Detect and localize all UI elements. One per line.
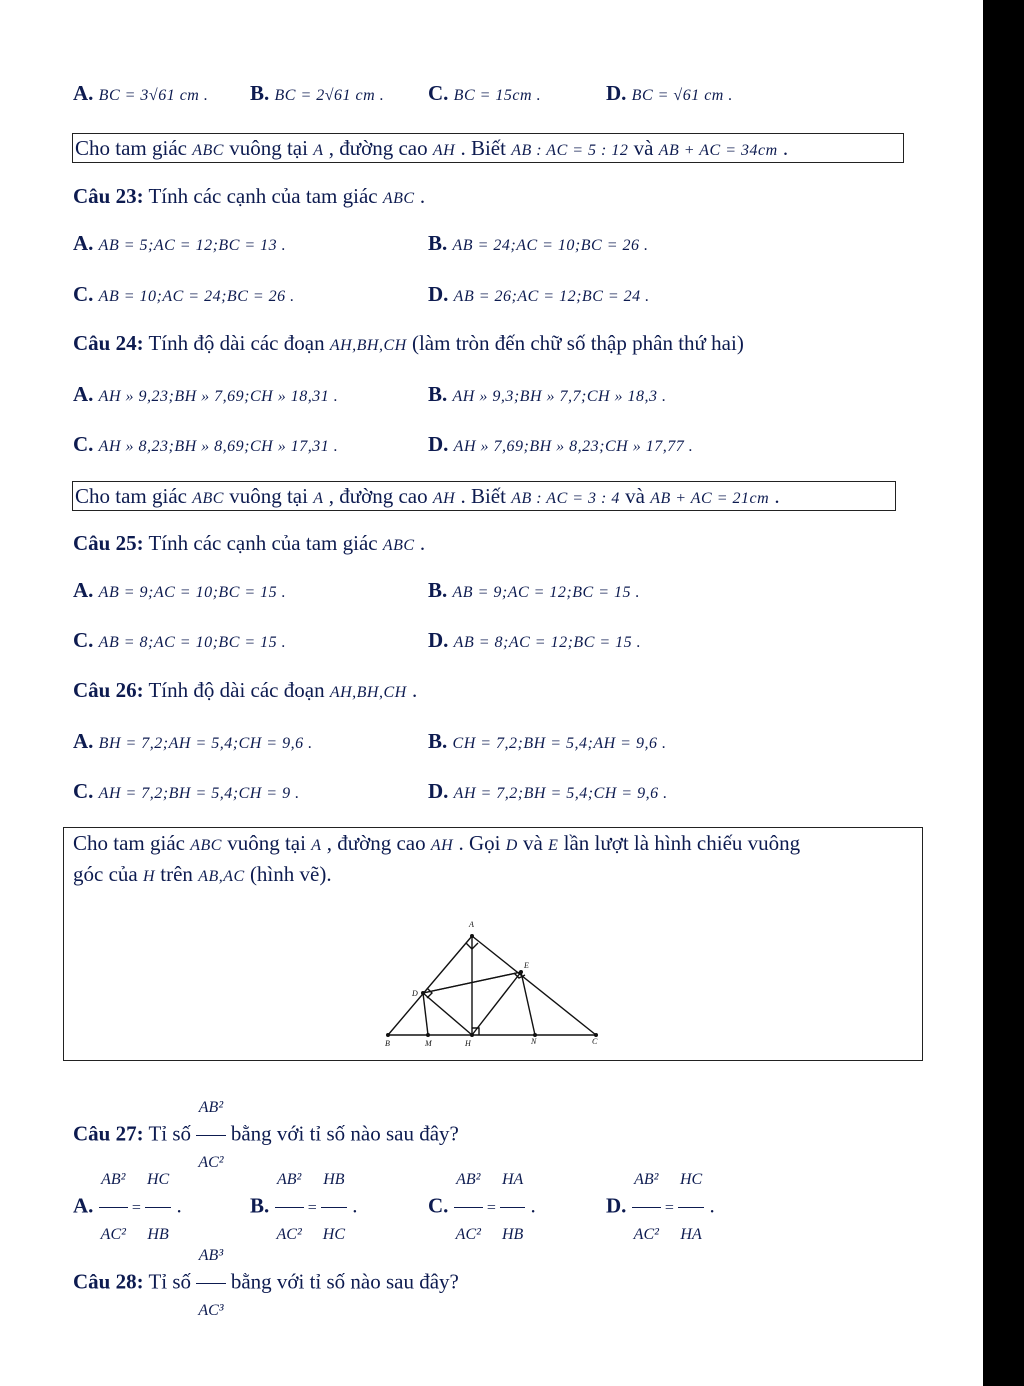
q27-d-num: HC — [678, 1155, 704, 1208]
q23-b-text: AB = 24;AC = 10;BC = 26 . — [452, 237, 649, 254]
q27-d-lhs-den: AC² — [633, 1226, 659, 1243]
q22-option-b-label: B. — [250, 81, 270, 105]
q24-d-label: D. — [428, 432, 449, 456]
box2-m1: ABC — [192, 490, 224, 507]
q27-a-lhs-den: AC² — [100, 1226, 126, 1243]
box3-t6: lần lượt là hình chiếu vuông — [558, 831, 801, 855]
q27-fraction — [196, 1083, 225, 1188]
box3-t3: , đường cao — [321, 831, 431, 855]
q27-option-a: A. $\frac{\text{AB²}}{\text{AC²}}$ = $\frac{HC}{HB}$ . — [73, 1155, 182, 1260]
q27-a-label: A. — [73, 1193, 94, 1218]
q23-c-text: AB = 10;AC = 24;BC = 26 . — [98, 288, 295, 305]
q24-b-label: B. — [428, 382, 448, 406]
q26-c-label: C. — [73, 779, 94, 803]
box2-t5: và — [619, 484, 651, 508]
q25-option-a — [73, 577, 286, 606]
q23-d-text: AB = 26;AC = 12;BC = 24 . — [453, 288, 650, 305]
q24-c-label: C. — [73, 432, 94, 456]
label-c: C — [592, 1037, 598, 1046]
q26-b-label: B. — [428, 729, 448, 753]
q27-option-b: B. $\frac{\text{AB²}}{\text{AC²}}$ = $\frac{HB}{HC}$ . — [250, 1155, 358, 1260]
q23-end: . — [414, 184, 426, 208]
q22-option-c — [428, 80, 541, 109]
q23-b-label: B. — [428, 231, 448, 255]
question-23 — [73, 183, 425, 212]
q22-option-b-text: BC = 2√61 cm . — [274, 87, 385, 104]
q27-c-lhs-num: AB² — [454, 1155, 483, 1208]
box1-m3: AH — [432, 142, 456, 159]
q27-frac-num: AB² — [196, 1083, 225, 1136]
q25-c-text: AB = 8;AC = 10;BC = 15 . — [98, 634, 287, 651]
q27-b-label: B. — [250, 1193, 270, 1218]
q24-a-text: AH » 9,23;BH » 7,69;CH » 18,31 . — [98, 388, 339, 405]
box3-t5: và — [517, 831, 549, 855]
q26-label: Câu 26: — [73, 678, 144, 702]
q26-d-label: D. — [428, 779, 449, 803]
q27-label: Câu 27: — [73, 1121, 144, 1146]
q27-d-label: D. — [606, 1193, 627, 1218]
context-box-1-text — [75, 135, 788, 164]
q23-math: ABC — [382, 190, 415, 207]
q25-label: Câu 25: — [73, 531, 144, 555]
box1-t6: . — [777, 136, 789, 160]
q25-text: Tính các cạnh của tam giác — [143, 531, 383, 555]
context-box-3-line-1 — [73, 830, 800, 859]
box2-m3: AH — [432, 490, 456, 507]
q27-text2: bằng với tỉ số nào sau đây? — [225, 1121, 459, 1146]
box1-m5: AB + AC = 34cm — [658, 142, 778, 159]
q27-b-num: HB — [321, 1155, 347, 1208]
box2-t2: vuông tại — [223, 484, 314, 508]
q26-option-a — [73, 728, 313, 757]
q26-d-text: AH = 7,2;BH = 5,4;CH = 9,6 . — [453, 785, 668, 802]
q25-a-text: AB = 9;AC = 10;BC = 15 . — [98, 584, 287, 601]
q25-end: . — [414, 531, 426, 555]
q28-text2: bằng với tỉ số nào sau đây? — [225, 1269, 459, 1294]
q25-b-label: B. — [428, 578, 448, 602]
q28-label: Câu 28: — [73, 1269, 144, 1294]
segment-hd — [423, 993, 472, 1035]
box1-t3: , đường cao — [323, 136, 433, 160]
label-m: M — [425, 1039, 432, 1048]
box3-l2-t2: trên — [155, 862, 199, 886]
q27-c-num: HA — [500, 1155, 525, 1208]
q26-option-b — [428, 728, 666, 757]
q24-text: Tính độ dài các đoạn — [143, 331, 330, 355]
q26-c-text: AH = 7,2;BH = 5,4;CH = 9 . — [98, 785, 300, 802]
q22-option-d-text: BC = √61 cm . — [631, 87, 733, 104]
box2-t6: . — [769, 484, 780, 508]
q27-frac-den: AC² — [198, 1154, 224, 1171]
box3-m2: A — [311, 837, 322, 854]
q27-b-lhs-num: AB² — [275, 1155, 304, 1208]
q27-b-den: HC — [322, 1226, 346, 1243]
q27-c-rhs — [500, 1155, 525, 1260]
q26-end: . — [406, 678, 418, 702]
q27-a-den: HB — [147, 1226, 169, 1243]
q27-text1: Tỉ số — [143, 1121, 197, 1146]
q26-option-c — [73, 778, 300, 807]
q26-a-text: BH = 7,2;AH = 5,4;CH = 9,6 . — [98, 735, 313, 752]
segment-ac — [472, 936, 596, 1035]
q22-option-c-text: BC = 15cm . — [453, 87, 542, 104]
question-25 — [73, 530, 425, 559]
box1-t4: . Biết — [455, 136, 512, 160]
context-box-2-text — [75, 483, 780, 512]
point-e — [519, 970, 523, 974]
q28-frac-den: AC³ — [198, 1302, 224, 1319]
q27-option-c: C. $\frac{\text{AB²}}{\text{AC²}}$ = $\frac{HA}{HB}$ . — [428, 1155, 536, 1260]
q27-d-rhs — [678, 1155, 704, 1260]
q24-option-a — [73, 381, 338, 410]
q22-option-a-text: BC = 3√61 cm . — [98, 87, 209, 104]
q25-option-d — [428, 627, 641, 656]
box1-m4: AB : AC = 5 : 12 — [511, 142, 629, 159]
q22-option-c-label: C. — [428, 81, 449, 105]
point-a — [470, 934, 474, 938]
label-b: B — [385, 1039, 390, 1048]
box1-t5: và — [628, 136, 659, 160]
point-m — [426, 1033, 430, 1037]
q24-option-c — [73, 431, 338, 460]
q22-option-b — [250, 80, 384, 109]
right-black-border — [983, 0, 1024, 1386]
box2-t4: . Biết — [455, 484, 512, 508]
q22-option-a — [73, 80, 208, 109]
q25-d-text: AB = 8;AC = 12;BC = 15 . — [453, 634, 642, 651]
label-h: H — [465, 1039, 471, 1048]
point-b — [386, 1033, 390, 1037]
q26-math: AH,BH,CH — [329, 684, 407, 701]
context-box-3-line-2 — [73, 861, 332, 890]
q25-b-text: AB = 9;AC = 12;BC = 15 . — [452, 584, 640, 601]
box1-m2: A — [313, 142, 324, 159]
q24-math: AH,BH,CH — [329, 337, 407, 354]
q24-c-text: AH » 8,23;BH » 8,69;CH » 17,31 . — [98, 438, 339, 455]
box1-t2: vuông tại — [223, 136, 314, 160]
q27-d-lhs-num: AB² — [632, 1155, 661, 1208]
q26-b-text: CH = 7,2;BH = 5,4;AH = 9,6 . — [452, 735, 667, 752]
q25-option-b — [428, 577, 640, 606]
label-d: D — [412, 989, 418, 998]
box1-m1: ABC — [192, 142, 224, 159]
q26-a-label: A. — [73, 729, 94, 753]
q28-text1: Tỉ số — [143, 1269, 197, 1294]
q24-option-d — [428, 431, 693, 460]
q28-frac-num: AB³ — [196, 1231, 225, 1284]
q25-option-c — [73, 627, 286, 656]
q27-option-d: D. $\frac{\text{AB²}}{\text{AC²}}$ = $\frac{HC}{HA}$ . — [606, 1155, 715, 1260]
q23-option-a — [73, 230, 286, 259]
q27-c-label: C. — [428, 1193, 449, 1218]
q26-text: Tính độ dài các đoạn — [143, 678, 330, 702]
q25-a-label: A. — [73, 578, 94, 602]
q23-c-label: C. — [73, 282, 94, 306]
box3-t4: . Gọi — [453, 831, 506, 855]
box2-m2: A — [313, 490, 324, 507]
box3-m1: ABC — [190, 837, 222, 854]
q27-c-den: HB — [501, 1226, 524, 1243]
box2-t3: , đường cao — [323, 484, 433, 508]
box2-m4: AB : AC = 3 : 4 — [511, 490, 620, 507]
q25-c-label: C. — [73, 628, 94, 652]
q24-a-label: A. — [73, 382, 94, 406]
q28-fraction — [196, 1231, 225, 1336]
segment-dm — [423, 993, 428, 1035]
q27-b-lhs-den: AC² — [276, 1226, 302, 1243]
q24-end: (làm tròn đến chữ số thập phân thứ hai) — [406, 331, 744, 355]
box3-m5: E — [548, 837, 559, 854]
q23-a-text: AB = 5;AC = 12;BC = 13 . — [98, 237, 287, 254]
label-a: A — [469, 920, 474, 929]
q23-option-d — [428, 281, 650, 310]
label-e: E — [524, 961, 529, 970]
question-28 — [73, 1231, 459, 1336]
box3-t1: Cho tam giác — [73, 831, 191, 855]
point-h — [470, 1033, 474, 1037]
q24-b-text: AH » 9,3;BH » 7,7;CH » 18,3 . — [452, 388, 667, 405]
q22-option-a-label: A. — [73, 81, 94, 105]
q25-d-label: D. — [428, 628, 449, 652]
q24-option-b — [428, 381, 667, 410]
q22-option-d — [606, 80, 733, 109]
q27-a-num: HC — [145, 1155, 171, 1208]
q23-label: Câu 23: — [73, 184, 144, 208]
question-24 — [73, 330, 744, 359]
q27-c-lhs-den: AC² — [455, 1226, 481, 1243]
box3-l2-m2: AB,AC — [198, 868, 245, 885]
box2-m5: AB + AC = 21cm — [650, 490, 770, 507]
box3-t2: vuông tại — [221, 831, 312, 855]
box3-l2-m1: H — [142, 868, 156, 885]
box1-t1: Cho tam giác — [75, 136, 193, 160]
q27-d-den: HA — [680, 1226, 702, 1243]
box2-t1: Cho tam giác — [75, 484, 193, 508]
box3-m3: AH — [430, 837, 454, 854]
box3-m4: D — [505, 837, 518, 854]
label-n: N — [531, 1037, 537, 1046]
q22-option-d-label: D. — [606, 81, 627, 105]
q23-text: Tính các cạnh của tam giác — [143, 184, 383, 208]
q26-option-d — [428, 778, 668, 807]
q27-a-lhs-num: AB² — [99, 1155, 128, 1208]
q23-d-label: D. — [428, 282, 449, 306]
q23-option-c — [73, 281, 295, 310]
question-26 — [73, 677, 417, 706]
triangle-figure — [380, 915, 610, 1050]
q23-option-b — [428, 230, 649, 259]
q27-d-lhs — [632, 1155, 661, 1260]
q23-a-label: A. — [73, 231, 94, 255]
q24-label: Câu 24: — [73, 331, 144, 355]
q24-d-text: AH » 7,69;BH » 8,23;CH » 17,77 . — [453, 438, 694, 455]
q25-math: ABC — [382, 537, 415, 554]
point-d — [421, 991, 425, 995]
box3-l2-t1: góc của — [73, 862, 143, 886]
right-angle-d — [427, 988, 432, 998]
box3-l2-t3: (hình vẽ). — [244, 862, 332, 886]
